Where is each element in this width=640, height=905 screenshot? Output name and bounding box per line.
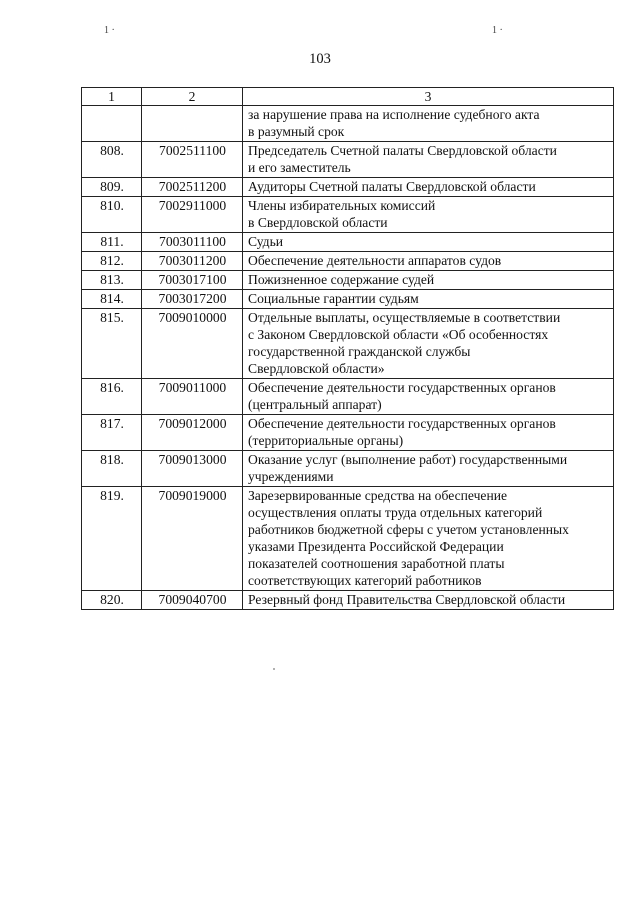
budget-code: 7009012000 [142, 415, 243, 451]
table-row [82, 290, 614, 309]
row-number: 808. [82, 142, 142, 178]
row-description [243, 142, 614, 178]
budget-code: 7003011100 [142, 233, 243, 252]
description-line: (территориальные органы) [248, 433, 404, 448]
row-number [82, 106, 142, 142]
description-line: Председатель Счетной палаты Свердловской области [248, 143, 557, 158]
row-description [243, 252, 614, 271]
description-line: Отдельные выплаты, осуществляемые в соответствии [248, 310, 561, 325]
description-line: (центральный аппарат) [248, 397, 382, 412]
header-col-1: 1 [82, 88, 142, 106]
budget-code: 7002911000 [142, 197, 243, 233]
description-line: соответствующих категорий работников [248, 573, 482, 588]
table-row [82, 309, 614, 379]
header-col-2: 2 [142, 88, 243, 106]
row-number: 814. [82, 290, 142, 309]
row-description [243, 178, 614, 197]
header-col-3: 3 [243, 88, 614, 106]
description-line: в Свердловской области [248, 215, 388, 230]
description-line: показателей соотношения заработной платы [248, 556, 505, 571]
budget-codes-table [81, 87, 614, 610]
table-header-row [82, 88, 614, 106]
description-line: за нарушение права на исполнение судебного акта [248, 107, 540, 122]
description-line: государственной гражданской службы [248, 344, 471, 359]
budget-code: 7003011200 [142, 252, 243, 271]
description-line: в разумный срок [248, 124, 345, 139]
scan-speck [273, 668, 275, 670]
row-number: 820. [82, 591, 142, 610]
description-line: Оказание услуг (выполнение работ) государственными [248, 452, 568, 467]
row-number: 815. [82, 309, 142, 379]
table-row [82, 451, 614, 487]
budget-code: 7003017100 [142, 271, 243, 290]
description-line: Члены избирательных комиссий [248, 198, 436, 213]
row-description [243, 106, 614, 142]
budget-code: 7009013000 [142, 451, 243, 487]
scan-top-marks [0, 26, 640, 36]
budget-code: 7009011000 [142, 379, 243, 415]
table-row [82, 178, 614, 197]
description-line: осуществления оплаты труда отдельных категорий [248, 505, 543, 520]
budget-code: 7009010000 [142, 309, 243, 379]
description-line: Обеспечение деятельности аппаратов судов [248, 253, 502, 268]
description-line: Зарезервированные средства на обеспечение [248, 488, 508, 503]
row-number: 819. [82, 487, 142, 591]
row-number: 816. [82, 379, 142, 415]
row-description [243, 487, 614, 591]
description-line: Свердловской области» [248, 361, 385, 376]
budget-code: 7002511200 [142, 178, 243, 197]
row-number: 818. [82, 451, 142, 487]
description-line: Пожизненное содержание судей [248, 272, 435, 287]
table-row [82, 487, 614, 591]
description-line: Аудиторы Счетной палаты Свердловской области [248, 179, 536, 194]
row-description [243, 591, 614, 610]
table-row [82, 271, 614, 290]
budget-code: 7002511100 [142, 142, 243, 178]
table-row [82, 415, 614, 451]
row-description [243, 233, 614, 252]
row-description [243, 379, 614, 415]
scan-mark-right: 1 · [492, 25, 503, 36]
budget-code: 7009019000 [142, 487, 243, 591]
description-line: учреждениями [248, 469, 334, 484]
table-row [82, 591, 614, 610]
description-line: Обеспечение деятельности государственных органов [248, 380, 556, 395]
row-description [243, 197, 614, 233]
row-description [243, 415, 614, 451]
table-row [82, 197, 614, 233]
budget-code: 7003017200 [142, 290, 243, 309]
description-line: Судьи [248, 234, 284, 249]
table-row [82, 233, 614, 252]
table-row [82, 142, 614, 178]
row-description [243, 290, 614, 309]
description-line: Обеспечение деятельности государственных органов [248, 416, 556, 431]
table-row [82, 379, 614, 415]
description-line: Социальные гарантии судьям [248, 291, 419, 306]
row-description [243, 271, 614, 290]
row-number: 812. [82, 252, 142, 271]
row-number: 811. [82, 233, 142, 252]
page-number: 103 [309, 51, 331, 67]
row-number: 810. [82, 197, 142, 233]
row-description [243, 451, 614, 487]
description-line: и его заместитель [248, 160, 351, 175]
row-number: 809. [82, 178, 142, 197]
budget-code [142, 106, 243, 142]
description-line: работников бюджетной сферы с учетом установленных [248, 522, 569, 537]
row-number: 817. [82, 415, 142, 451]
scan-mark-left: 1 · [104, 25, 115, 36]
row-number: 813. [82, 271, 142, 290]
budget-code: 7009040700 [142, 591, 243, 610]
description-line: указами Президента Российской Федерации [248, 539, 504, 554]
table-row [82, 106, 614, 142]
row-description [243, 309, 614, 379]
table-row [82, 252, 614, 271]
description-line: с Законом Свердловской области «Об особенностях [248, 327, 549, 342]
description-line: Резервный фонд Правительства Свердловской области [248, 592, 566, 607]
